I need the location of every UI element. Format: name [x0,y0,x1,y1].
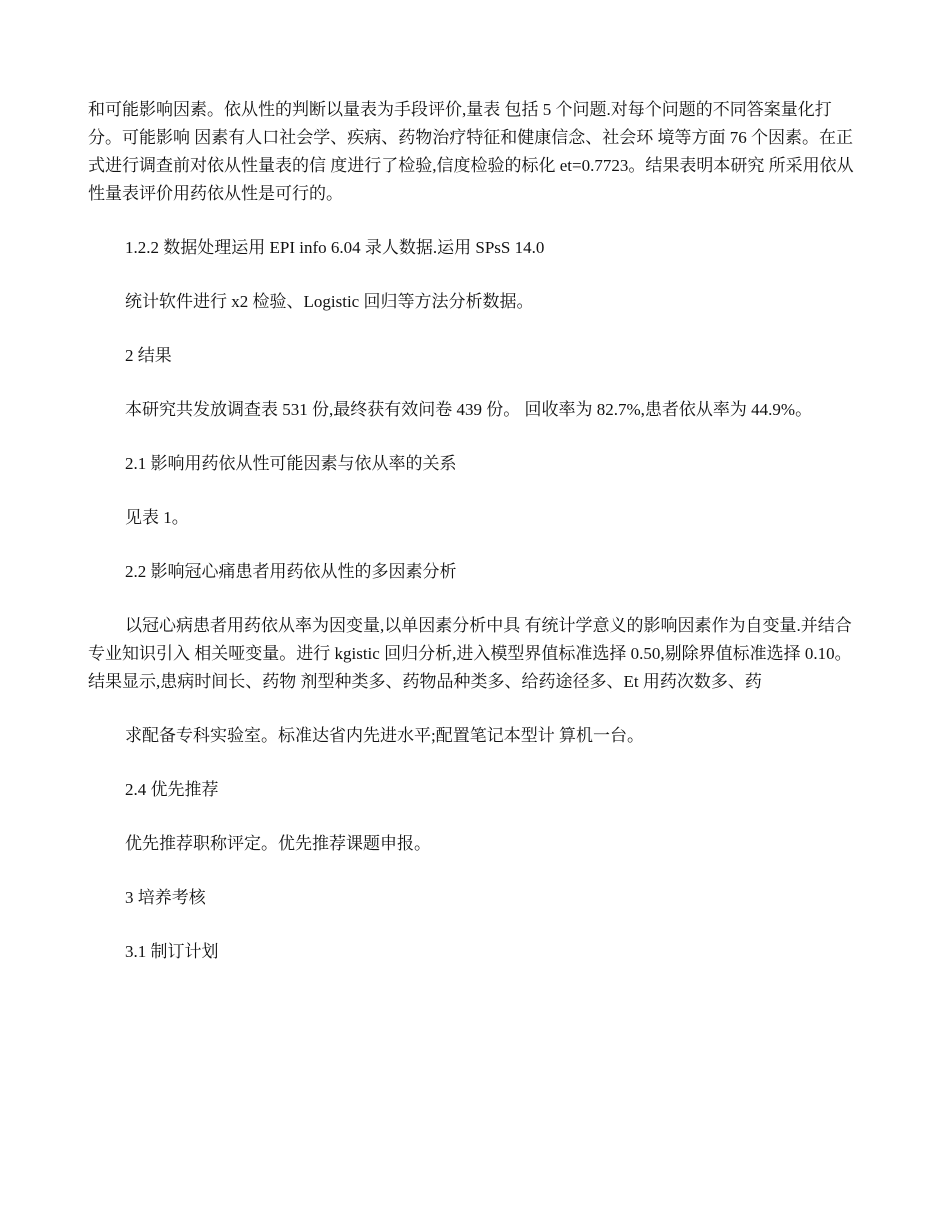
paragraph-statistics-software: 统计软件进行 x2 检验、Logistic 回归等方法分析数据。 [125,292,534,311]
heading-factors-relationship: 2.1 影响用药依从性可能因素与依从率的关系 [125,454,457,473]
paragraph-lab-equipment: 求配备专科实验室。标准达省内先进水平;配置笔记本型计 算机一台。 [125,726,644,745]
heading-training-assessment: 3 培养考核 [125,888,206,907]
paragraph-priority-items: 优先推荐职称评定。优先推荐课题申报。 [125,834,431,853]
heading-results: 2 结果 [125,346,172,365]
heading-priority-recommendation: 2.4 优先推荐 [125,780,219,799]
heading-multifactor-analysis: 2.2 影响冠心痛患者用药依从性的多因素分析 [125,562,457,581]
paragraph-table-reference: 见表 1。 [125,508,189,527]
paragraph-data-processing: 1.2.2 数据处理运用 EPI info 6.04 录人数据.运用 SPsS 14.0 [125,238,545,257]
heading-plan: 3.1 制订计划 [125,942,219,961]
paragraph-dependence-scale: 和可能影响因素。依从性的判断以量表为手段评价,量表 包括 5 个问题.对每个问题的不同答案量化打分。可能影响 因素有人口社会学、疾病、药物治疗特征和健康信念、社会环 境等方面 76 个因素。在正式进行调查前对依从性量表的信 度进行了检验,信度检验的标化 et=0.7723。结果表明本研究 所采用依从性量表评价用药依从性是可行的。 [88,100,854,203]
paragraph-survey-results: 本研究共发放调查表 531 份,最终获有效问卷 439 份。 回收率为 82.7%,患者依从率为 44.9%。 [125,400,813,419]
paragraph-logistic-analysis: 以冠心病患者用药依从率为因变量,以单因素分析中具 有统计学意义的影响因素作为自变量.并结合专业知识引入 相关哑变量。进行 kgistic 回归分析,进入模型界值标准选择 0.50,剔除界值标准选择 0.10。结果显示,患病时间长、药物 剂型种类多、药物品种类多、给药途径多、Et 用药次数多、药 [88,616,852,691]
